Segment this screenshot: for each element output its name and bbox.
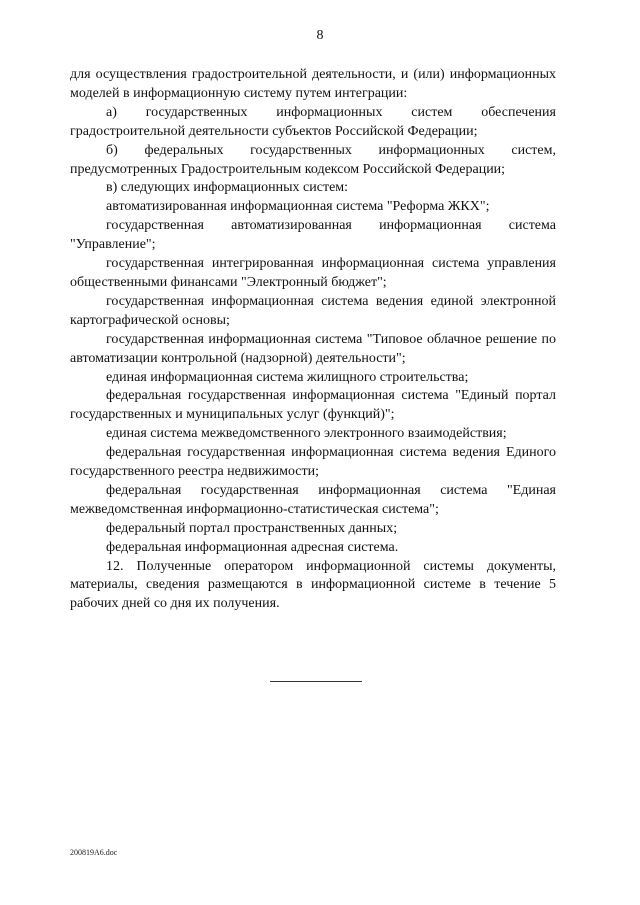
list-item-cartographic-basis: государственная информационная система ведения единой электронной картографической основы; (70, 293, 556, 328)
list-item-interagency-interaction: единая система межведомственного электронного взаимодействия; (106, 426, 507, 442)
list-item-housing-construction: единая информационная система жилищного строительства; (106, 369, 469, 385)
list-item-reform-zhkh: автоматизированная информационная система "Реформа ЖКХ"; (106, 199, 490, 215)
list-item-cloud-solution: государственная информационная система "Типовое облачное решение по автоматизации контрольной (надзорной) деятельности"; (70, 331, 556, 366)
list-item-electronic-budget: государственная интегрированная информационная система управления общественными финансами "Электронный бюджет"; (70, 256, 556, 290)
page-number: 8 (316, 28, 324, 43)
paragraph-item-b: б) федеральных государственных информационных систем, предусмотренных Градостроительным кодексом Российской Федерации; (70, 142, 556, 177)
list-item-real-estate-registry: федеральная государственная информационная система ведения Единого государственного реестра недвижимости; (70, 445, 556, 480)
document-code: 200819A6.doc (70, 848, 118, 857)
document-body (70, 66, 556, 614)
list-item-upravlenie: государственная автоматизированная информационная система "Управление"; (70, 218, 556, 253)
paragraph-item-v: в) следующих информационных систем: (106, 180, 349, 196)
list-item-address-system: федеральная информационная адресная система. (106, 539, 399, 555)
list-item-statistics-system: федеральная государственная информационная система "Единая межведомственная информационно-статистическая система"; (70, 482, 556, 517)
list-item-spatial-data-portal: федеральный портал пространственных данных; (106, 520, 398, 536)
paragraph-item-a: а) государственных информационных систем обеспечения градостроительной деятельности субъектов Российской Федерации; (70, 104, 556, 139)
paragraph-12: 12. Полученные оператором информационной системы документы, материалы, сведения размещаются в информационной системе в течение 5 рабочих дней со дня их получения. (70, 558, 556, 612)
paragraph-intro: для осуществления градостроительной деятельности, и (или) информационных моделей в информационную систему путем интеграции: (70, 67, 556, 101)
list-item-public-services-portal: федеральная государственная информационная система "Единый портал государственных и муниципальных услуг (функций)"; (70, 388, 556, 423)
end-separator-line (270, 681, 362, 682)
